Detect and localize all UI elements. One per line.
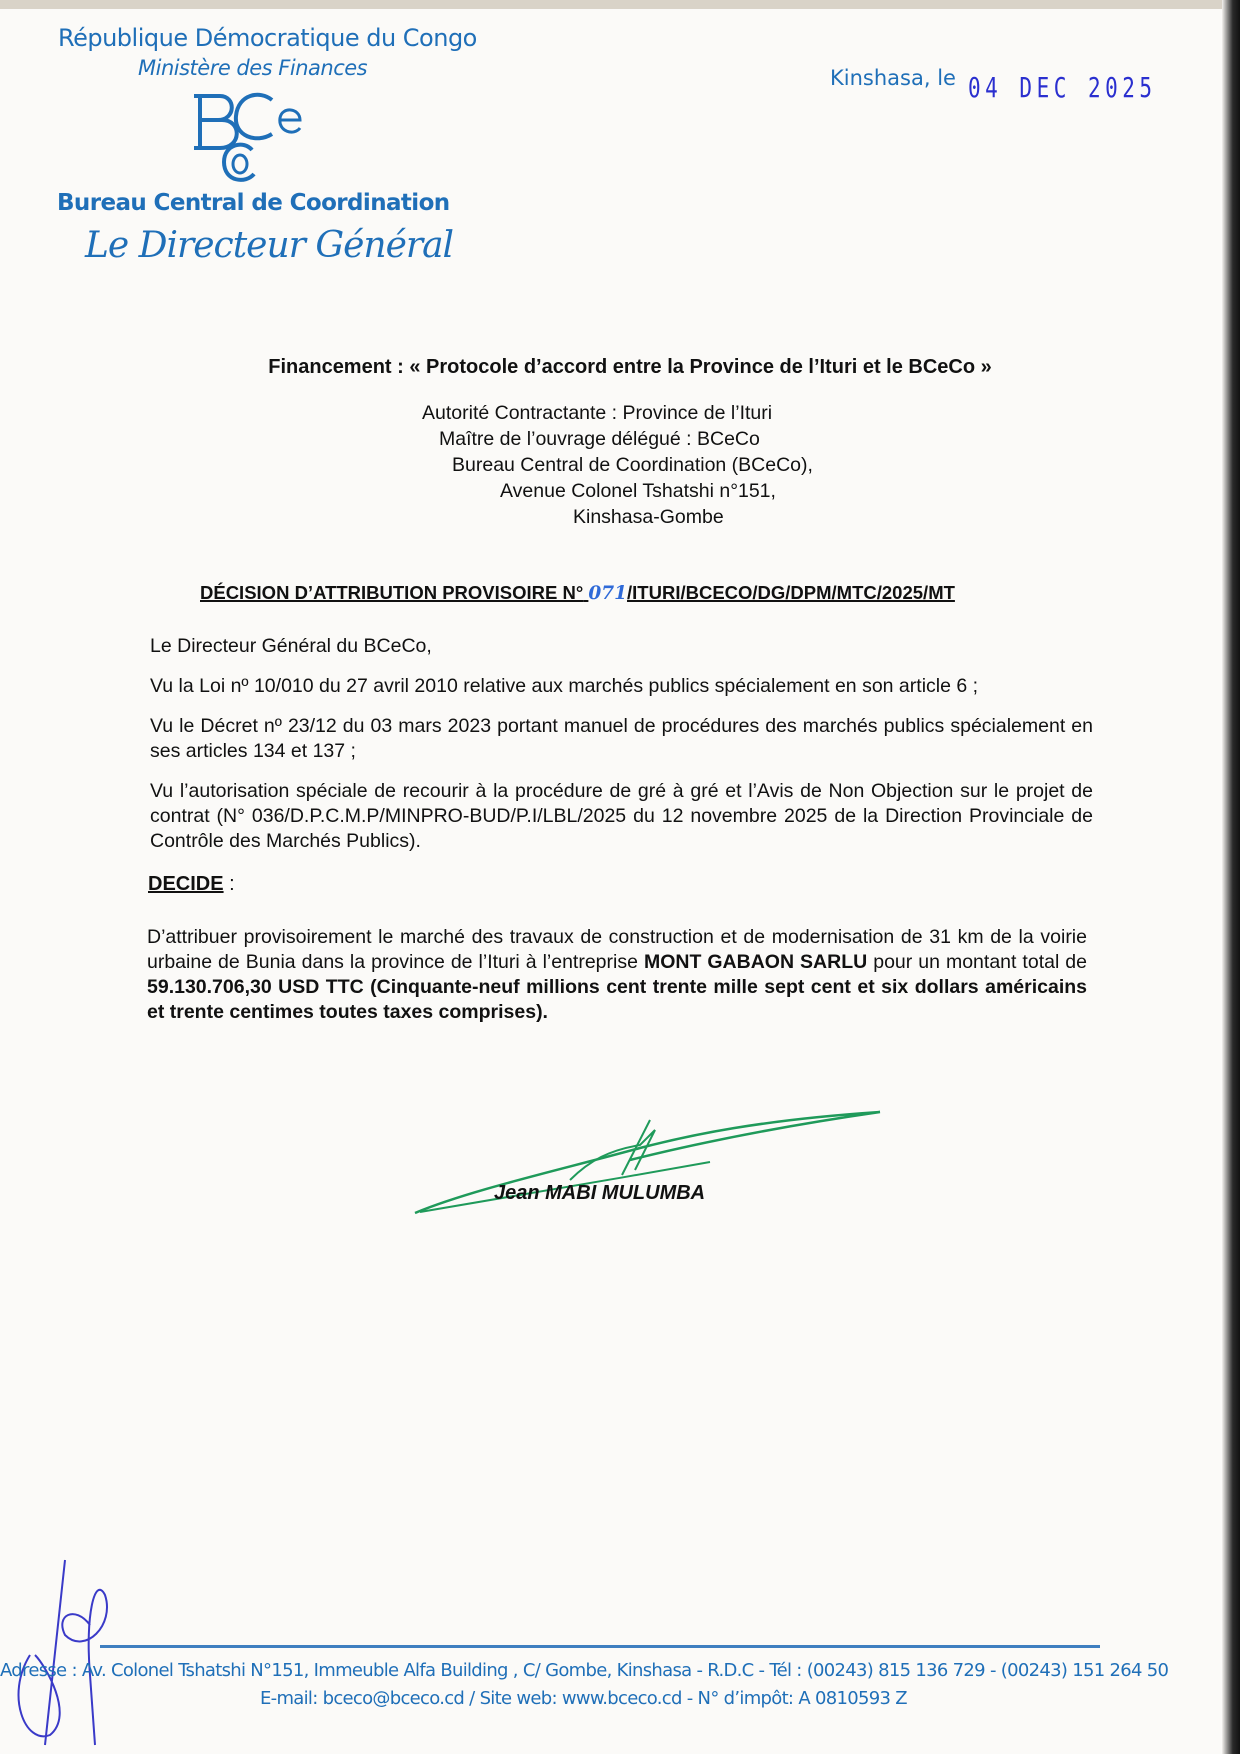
date-stamp: 04 DEC 2025 — [968, 71, 1157, 104]
address-line: Avenue Colonel Tshatshi n°151, — [500, 480, 776, 502]
decision-title-suffix: /ITURI/BCECO/DG/DPM/MTC/2025/MT — [627, 582, 955, 603]
decision-body — [147, 634, 1093, 1040]
scan-top-edge — [0, 0, 1240, 9]
handwritten-number: 071 — [588, 583, 628, 604]
logo-letter-o — [233, 155, 247, 173]
address-line: Bureau Central de Coordination (BCeCo), — [452, 454, 813, 476]
footer-address: Adresse : Av. Colonel Tshatshi N°151, Immeuble Alfa Building , C/ Gombe, Kinshasa - R.D.C - Tél : (00243) 815 136 729 - (00243) 151 264 50 — [0, 1660, 1169, 1681]
country-name: République Démocratique du Congo — [58, 24, 477, 52]
bceco-logo — [190, 90, 310, 185]
decide-colon: : — [223, 873, 235, 895]
contract-amount: 59.130.706,30 USD TTC (Cinquante-neuf millions cent trente mille sept cent et six dollars américains et trente centimes toutes taxes comprises). — [147, 976, 1087, 1023]
footer-divider — [100, 1645, 1100, 1648]
initials-paraph — [5, 1555, 135, 1754]
organization-name: Bureau Central de Coordination — [57, 190, 450, 216]
decision-text-part: D’attribuer provisoirement le marché des travaux de construction et de modernisation de 31 km de la voirie urbaine de Bunia dans la province de l’Ituri à l’entreprise — [147, 926, 1087, 973]
footer-contact: E-mail: bceco@bceco.cd / Site web: www.bceco.cd - N° d’impôt: A 0810593 Z — [260, 1688, 907, 1709]
logo-letter-e — [280, 110, 300, 132]
office-title: Le Directeur Général — [85, 225, 454, 266]
ministry-name: Ministère des Finances — [138, 56, 368, 80]
logo-letter-c — [236, 95, 272, 138]
funding-line: Financement : « Protocole d’accord entre la Province de l’Ituri et le BCeCo » — [268, 356, 992, 378]
contractor-name: MONT GABAON SARLU — [643, 951, 868, 973]
place-label: Kinshasa, le — [830, 66, 956, 90]
decision-text — [147, 925, 1087, 1025]
opening-line: Le Directeur Général du BCeCo, — [150, 635, 432, 657]
decision-title — [200, 581, 955, 606]
consideration-authorization: Vu l’autorisation spéciale de recourir à la procédure de gré à gré et l’Avis de Non Objection sur le projet de contrat (N° 036/D.P.C.M.P/MINPRO-BUD/P.I/LBL/2025 du 12 novembre 2025 de la Direction Provinciale de Contrôle des Marchés Publics). — [150, 780, 1093, 852]
decision-title-prefix: DÉCISION D’ATTRIBUTION PROVISOIRE N° — [200, 582, 584, 603]
decision-text-part: pour un montant total de — [867, 951, 1087, 973]
logo-letter-b — [194, 96, 237, 148]
consideration-law: Vu la Loi nº 10/010 du 27 avril 2010 relative aux marchés publics spécialement en son article 6 ; — [150, 675, 979, 697]
signatory-name: Jean MABI MULUMBA — [494, 1182, 706, 1204]
contracting-authority: Autorité Contractante : Province de l’Ituri — [422, 402, 773, 424]
decide-heading — [148, 872, 1093, 897]
decide-label: DECIDE — [148, 873, 224, 895]
consideration-decree: Vu le Décret nº 23/12 du 03 mars 2023 portant manuel de procédures des marchés publics spécialement en ses articles 134 et 137 ; — [150, 715, 1093, 762]
address-line: Kinshasa-Gombe — [573, 506, 724, 528]
delegated-owner: Maître de l’ouvrage délégué : BCeCo — [439, 428, 760, 450]
scan-right-edge — [1222, 0, 1240, 1754]
logo-letter-c2 — [224, 145, 254, 180]
